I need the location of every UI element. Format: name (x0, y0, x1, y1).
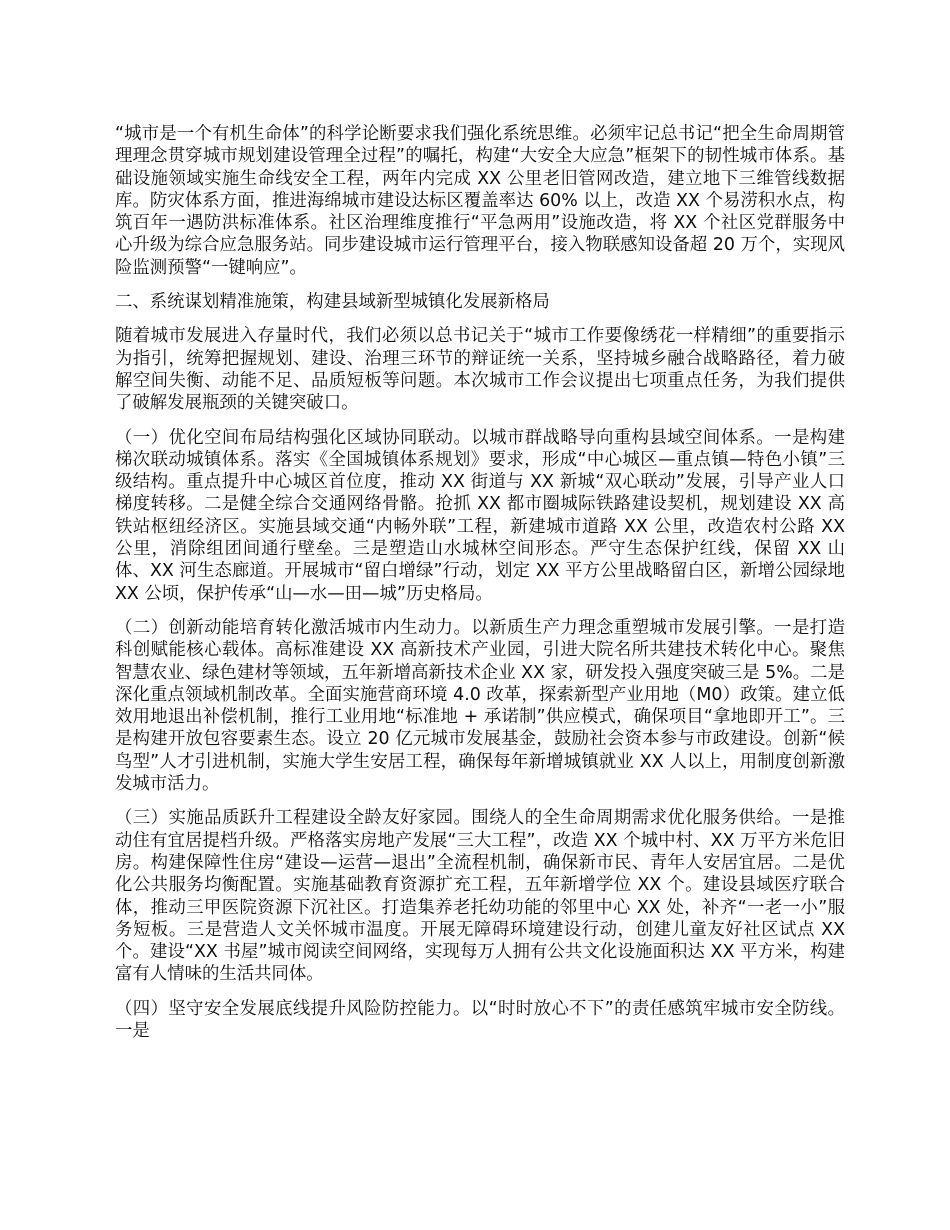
document-body (115, 123, 845, 1042)
section-heading-two: 二、系统谋划精准施策，构建县域新型城镇化发展新格局 (115, 292, 550, 313)
paragraph-resilient-city: “城市是一个有机生命体”的科学论断要求我们强化系统思维。必须牢记总书记“把全生命周期管理理念贯穿城市规划建设管理全过程”的嘱托，构建“大安全大应急”框架下的韧性城市体系。基础设施领域实施生命线安全工程，两年内完成 XX 公里老旧管网改造，建立地下三维管线数据库。防灾体系方面，推进海绵城市建设达标区覆盖率达 60% 以上，改造 XX 个易涝积水点，构筑百年一遇防洪标准体系。社区治理维度推行“平急两用”设施改造，将 XX 个社区党群服务中心升级为综合应急服务站。同步建设城市运行管理平台，接入物联感知设备超 20 万个，实现风险监测预警“一键响应”。 (115, 124, 845, 278)
paragraph-item-two: （二）创新动能培育转化激活城市内生动力。以新质生产力理念重塑城市发展引擎。一是打造科创赋能核心载体。高标准建设 XX 高新技术产业园，引进大院名所共建技术转化中心。聚焦智慧农业、绿色建材等领域，五年新增高新技术企业 XX 家，研发投入强度突破三是 5%。二是深化重点领域机制改革。全面实施营商环境 4.0 改革，探索新型产业用地（M0）政策。建立低效用地退出补偿机制，推行工业用地“标准地 + 承诺制”供应模式，确保项目“拿地即开工”。三是构建开放包容要素生态。设立 20 亿元城市发展基金，鼓励社会资本参与市政建设。创新“候鸟型”人才引进机制，实施大学生安居工程，确保每年新增城镇就业 XX 人以上，用制度创新激发城市活力。 (115, 617, 845, 795)
paragraph-item-three: （三）实施品质跃升工程建设全龄友好家园。围绕人的全生命周期需求优化服务供给。一是推动住有宜居提档升级。严格落实房地产发展“三大工程”，改造 XX 个城中村、XX 万平方米危旧房。构建保障性住房“建设—运营—退出”全流程机制，确保新市民、青年人安居宜居。二是优化公共服务均衡配置。实施基础教育资源扩充工程，五年新增学位 XX 个。建设县域医疗联合体，推动三甲医院资源下沉社区。打造集养老托幼功能的邻里中心 XX 处，补齐“一老一小”服务短板。三是营造人文关怀城市温度。开展无障碍环境建设行动，创建儿童友好社区试点 XX 个。建设“XX 书屋”城市阅读空间网络，实现每万人拥有公共文化设施面积达 XX 平方米，构建富有人情味的生活共同体。 (115, 808, 845, 985)
paragraph-item-one: （一）优化空间布局结构强化区域协同联动。以城市群战略导向重构县域空间体系。一是构建梯次联动城镇体系。落实《全国城镇体系规划》要求，形成“中心城区—重点镇—特色小镇”三级结构。重点提升中心城区首位度，推动 XX 街道与 XX 新城“双心联动”发展，引导产业人口梯度转移。二是健全综合交通网络骨骼。抢抓 XX 都市圈城际铁路建设契机，规划建设 XX 高铁站枢纽经济区。实施县域交通“内畅外联”工程，新建城市道路 XX 公里，改造农村公路 XX 公里，消除组团间通行壁垒。三是塑造山水城林空间形态。严守生态保护红线，保留 XX 山体、XX 河生态廊道。开展城市“留白增绿”行动，划定 XX 平方公里战略留白区，新增公园绿地 XX 公顷，保护传承“山—水—田—城”历史格局。 (115, 427, 845, 604)
paragraph-item-four: （四）坚守安全发展底线提升风险防控能力。以“时时放心不下”的责任感筑牢城市安全防线。一是 (115, 998, 845, 1041)
paragraph-intro: 随着城市发展进入存量时代，我们必须以总书记关于“城市工作要像绣花一样精细”的重要指示为指引，统筹把握规划、建设、治理三环节的辩证统一关系，坚持城乡融合战略路径，着力破解空间失衡、动能不足、品质短板等问题。本次城市工作会议提出七项重点任务，为我们提供了破解发展瓶颈的关键突破口。 (115, 326, 845, 414)
